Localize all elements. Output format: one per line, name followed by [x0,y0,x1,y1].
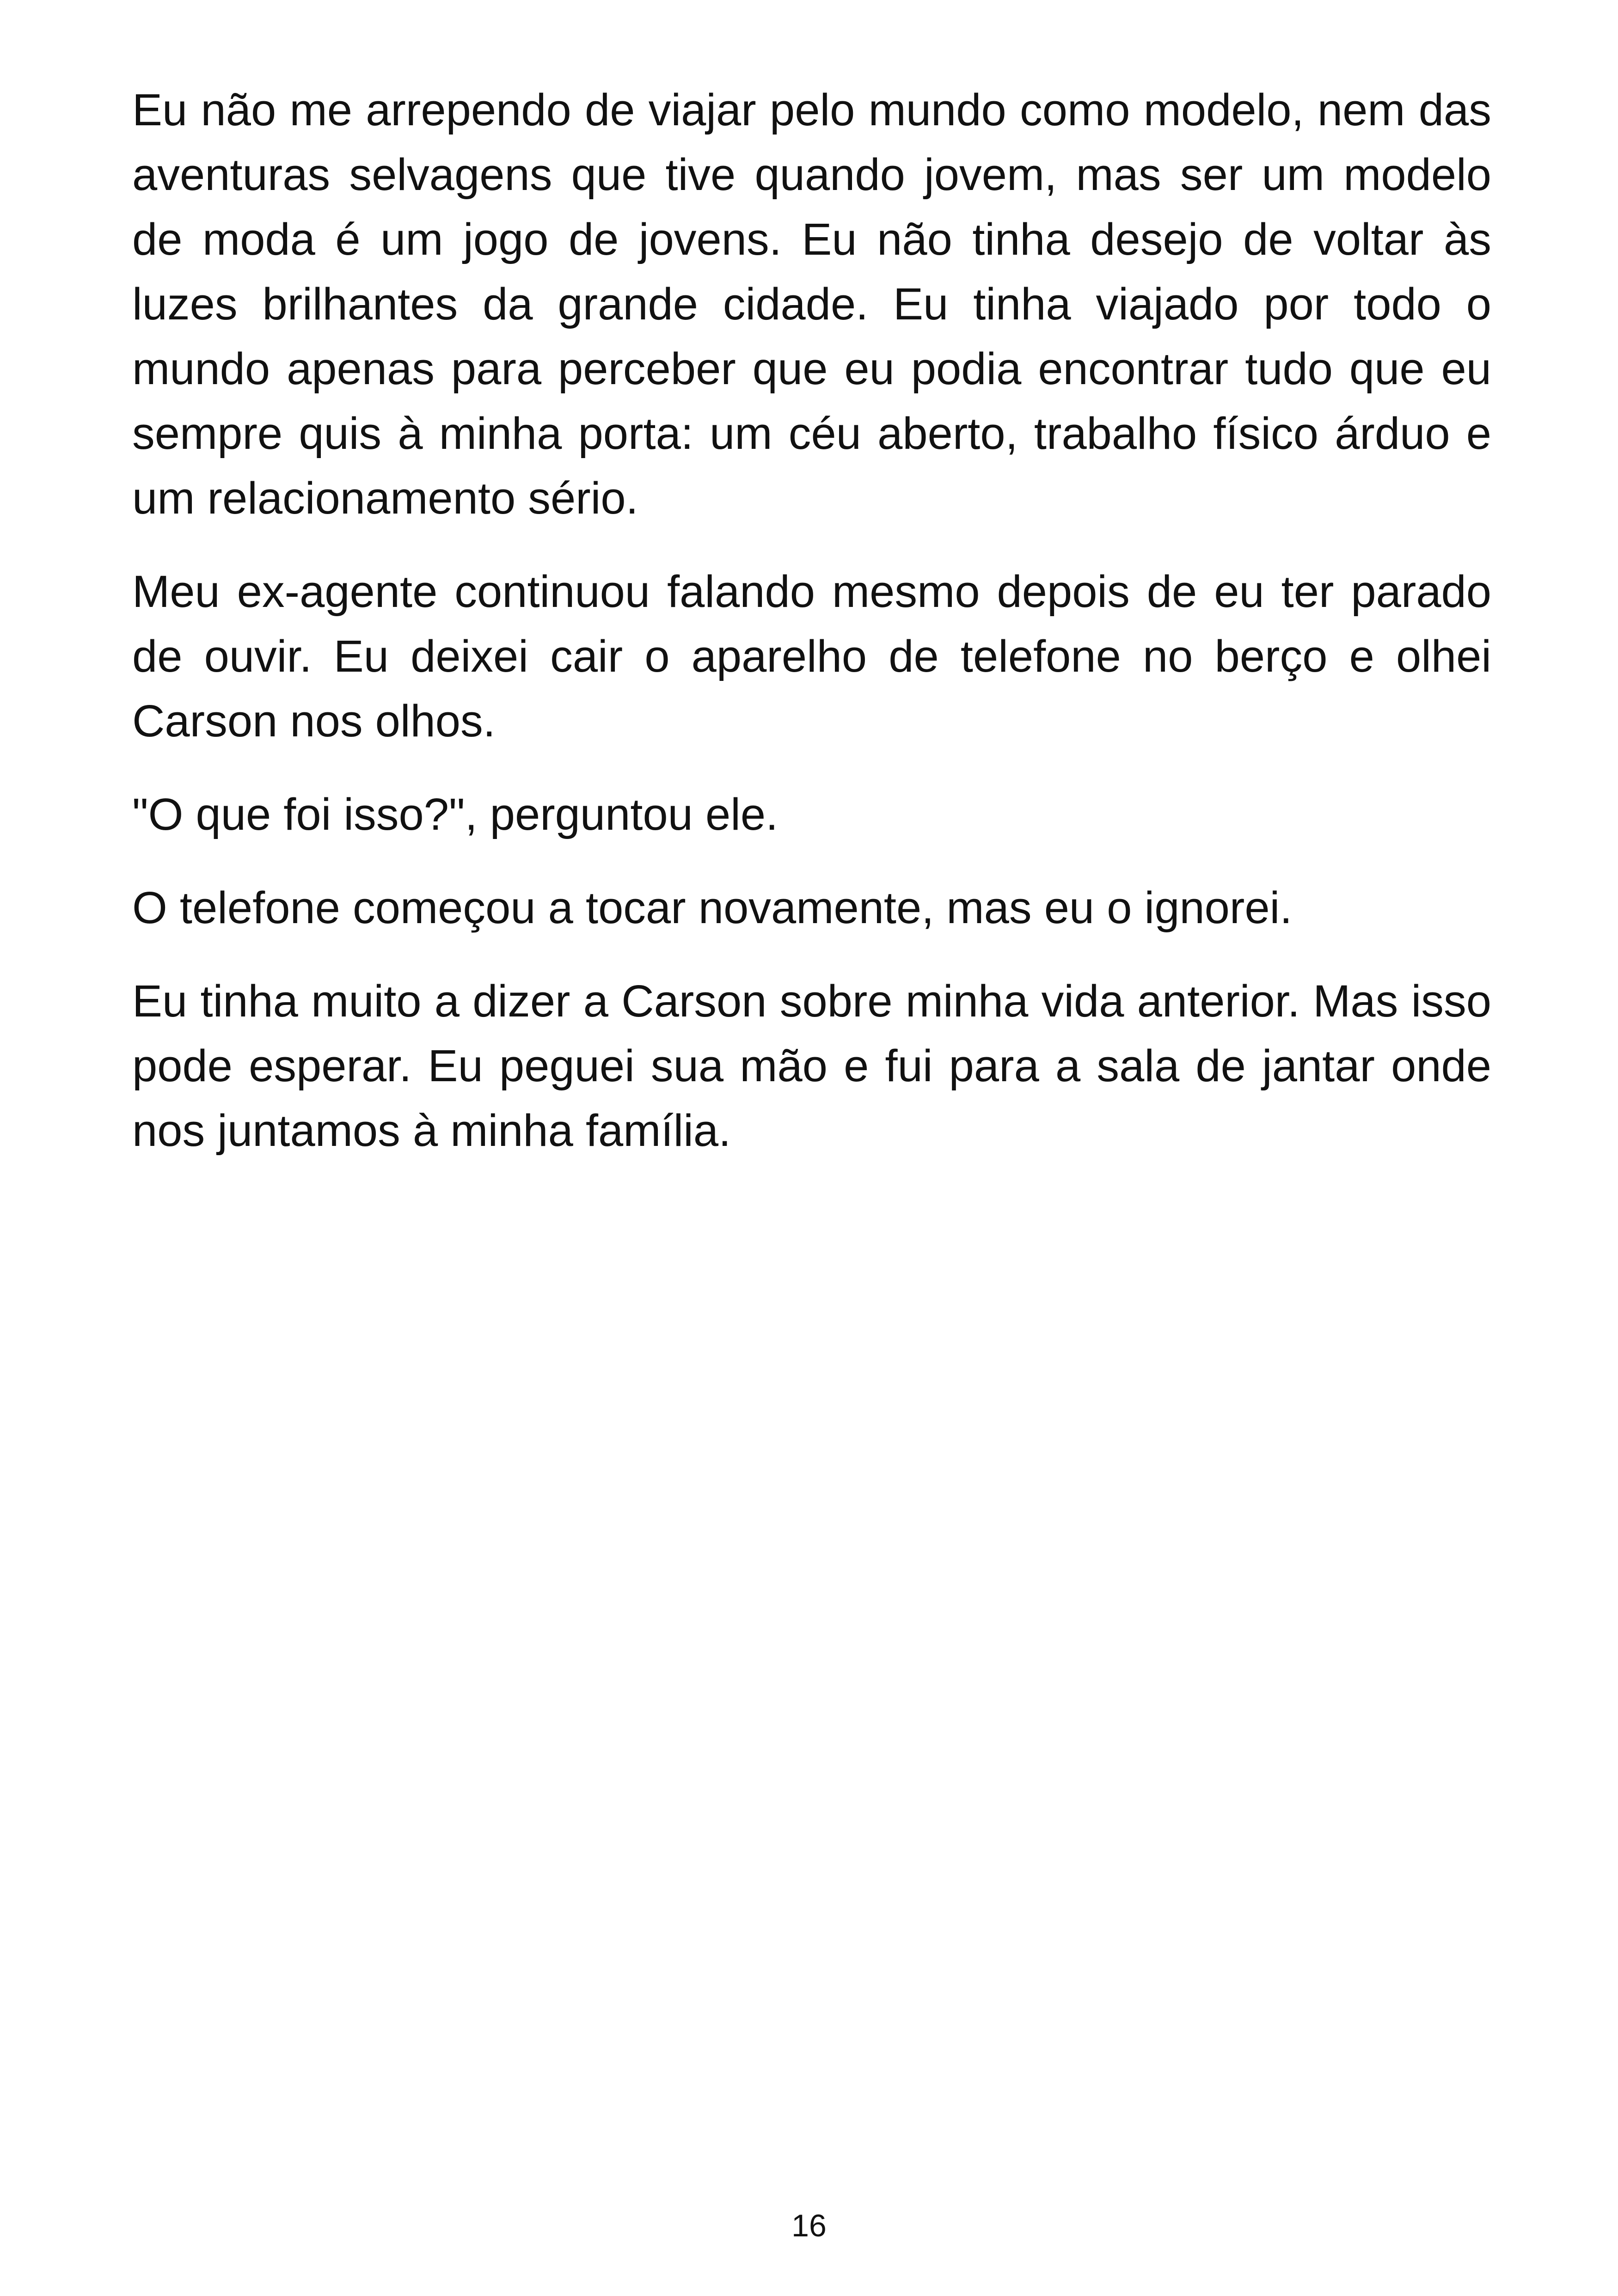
paragraph-4: O telefone começou a tocar novamente, mas eu o ignorei. [132,882,1293,933]
page-number: 16 [791,2208,827,2243]
paragraph-5: Eu tinha muito a dizer a Carson sobre minha vida anterior. Mas isso pode esperar. Eu peguei sua mão e fui para a sala de jantar onde nos juntamos à minha família. [132,976,1491,1156]
paragraph-1: Eu não me arrependo de viajar pelo mundo como modelo, nem das aventuras selvagens que tive quando jovem, mas ser um modelo de moda é um jogo de jovens. Eu não tinha desejo de voltar às luzes brilhantes da grande cidade. Eu tinha viajado por todo o mundo apenas para perceber que eu podia encontrar tudo que eu sempre quis à minha porta: um céu aberto, trabalho físico árduo e um relacionamento sério. [132,85,1491,523]
paragraph-3: "O que foi isso?", perguntou ele. [132,789,778,839]
page-body [132,78,1491,1192]
paragraph-2: Meu ex-agente continuou falando mesmo depois de eu ter parado de ouvir. Eu deixei cair o aparelho de telefone no berço e olhei Carson nos olhos. [132,566,1491,746]
